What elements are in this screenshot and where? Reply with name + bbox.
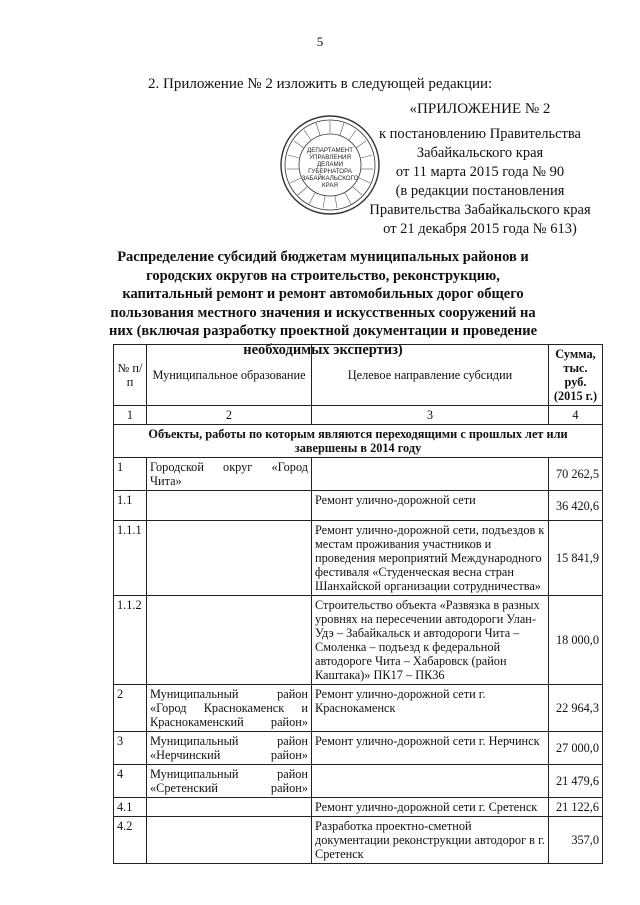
row-num: 1.1.2 [114,596,147,685]
row-purpose: Ремонт улично-дорожной сети г. Краснокаменск [312,685,549,732]
table-row [114,798,603,817]
header-municipality: Муниципальное образование [147,345,312,406]
row-municipality [147,798,312,817]
row-num: 4.1 [114,798,147,817]
table-row [114,521,603,596]
table-row [114,685,603,732]
row-sum: 36 420,6 [549,491,603,521]
row-municipality: Муниципальный район «Сретенский район» [147,765,312,798]
col-number: 1 [114,406,147,425]
row-sum: 21 479,6 [549,765,603,798]
col-number: 3 [312,406,549,425]
col-number: 4 [549,406,603,425]
table-row [114,765,603,798]
table-row [114,817,603,864]
column-number-row [114,406,603,425]
row-sum: 357,0 [549,817,603,864]
row-municipality [147,491,312,521]
row-sum: 21 122,6 [549,798,603,817]
section-title: Объекты, работы по которым являются переходящими с прошлых лет или завершены в 2014 году [114,425,603,458]
stamp-line: ДЕЛАМИ [316,161,344,168]
appendix-line: к постановлению Правительства [379,126,581,142]
stamp-text [300,147,360,189]
row-purpose: Разработка проектно-сметной документации реконструкции автодорог в г. Сретенск [312,817,549,864]
row-municipality [147,817,312,864]
row-purpose: Ремонт улично-дорожной сети [312,491,549,521]
row-num: 1 [114,458,147,491]
subsidy-table [113,344,603,864]
amendment-item: 2. Приложение № 2 изложить в следующей редакции: [148,76,493,92]
stamp-line: КРАЯ [322,182,338,189]
appendix-heading: «ПРИЛОЖЕНИЕ № 2 [409,101,551,117]
section-row [114,425,603,458]
row-municipality [147,521,312,596]
row-municipality: Муниципальный район «Город Краснокаменск и Краснокаменский район» [147,685,312,732]
header-num: № п/п [114,345,147,406]
appendix-line: от 11 марта 2015 года № 90 [395,164,565,180]
header-sum: Сумма, тыс. руб. (2015 г.) [549,345,603,406]
table-row [114,491,603,521]
row-num: 1.1 [114,491,147,521]
row-num: 4 [114,765,147,798]
table-header-row [114,345,603,406]
row-purpose: Ремонт улично-дорожной сети, подъездов к местам проживания участников и проведения мероприятий Международного фестиваля «Студенческая весна стран Шанхайской организации сотрудничества» [312,521,549,596]
row-sum: 27 000,0 [549,732,603,765]
row-num: 4.2 [114,817,147,864]
appendix-line: Правительства Забайкальского края [369,202,591,218]
row-municipality: Городской округ «Город Чита» [147,458,312,491]
document-title: Распределение субсидий бюджетам муниципальных районов и городских округов на строительство, реконструкцию, капитальный ремонт и ремонт автомобильных дорог общего пользования местного значения и искусственных сооружений на них (включая разработку проектной документации и проведение необходимых экспертиз) [108,249,538,358]
appendix-line: от 21 декабря 2015 года № 613) [383,221,577,237]
appendix-line: (в редакции постановления [395,183,565,199]
row-num: 1.1.1 [114,521,147,596]
row-municipality [147,596,312,685]
row-sum: 15 841,9 [549,521,603,596]
table-row [114,596,603,685]
row-purpose [312,458,549,491]
col-number: 2 [147,406,312,425]
row-purpose: Ремонт улично-дорожной сети г. Сретенск [312,798,549,817]
row-sum: 70 262,5 [549,458,603,491]
table-row [114,732,603,765]
table-row [114,458,603,491]
row-num: 2 [114,685,147,732]
header-purpose: Целевое направление субсидии [312,345,549,406]
row-purpose: Строительство объекта «Развязка в разных уровнях на пересечении автодороги Улан-Удэ – Забайкальск и автодороги Чита – Смоленка – подъезд к федеральной автодороге Чита – Хабаровск (район Каштака)» ПК17 – ПК36 [312,596,549,685]
row-municipality: Муниципальный район «Нерчинский район» [147,732,312,765]
row-purpose [312,765,549,798]
stamp-line: УПРАВЛЕНИЯ [309,154,351,161]
stamp-line: ЗАБАЙКАЛЬСКОГО [301,175,359,182]
row-purpose: Ремонт улично-дорожной сети г. Нерчинск [312,732,549,765]
row-sum: 22 964,3 [549,685,603,732]
page-number: 5 [316,34,324,49]
row-sum: 18 000,0 [549,596,603,685]
stamp-line: ДЕПАРТАМЕНТ [307,147,353,154]
appendix-line: Забайкальского края [416,145,544,161]
stamp-line: ГУБЕРНАТОРА [308,168,352,175]
row-num: 3 [114,732,147,765]
